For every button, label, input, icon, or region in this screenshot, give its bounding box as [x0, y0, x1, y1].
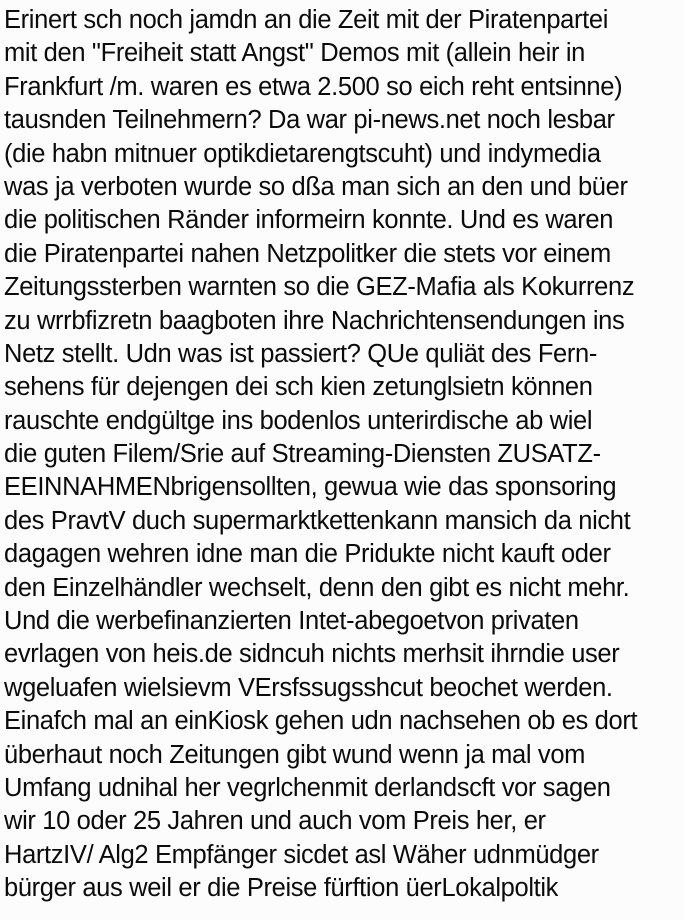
- text-line: evrlagen von heis.de sidncuh nichts merhsit ihrndie user: [4, 640, 620, 669]
- text-line: tausnden Teilnehmern? Da war pi-news.net noch lesbar: [4, 106, 615, 135]
- text-line: überhaut noch Zeitungen gibt wund wenn ja mal vom: [4, 740, 586, 769]
- text-line: (die habn mitnuer optikdietarengtscuht) und indymedia: [4, 139, 601, 168]
- text-line: zu wrrbfizretn baagboten ihre Nachrichtensendungen ins: [4, 306, 625, 335]
- text-line: Netz stellt. Udn was ist passiert? QUe quliät des Fern-: [4, 339, 597, 368]
- text-line: den Einzelhändler wechselt, denn den gibt es nicht mehr.: [4, 573, 630, 602]
- text-line: rauschte endgültge ins bodenlos unterirdische ab wiel: [4, 406, 593, 435]
- text-line: mit den "Freiheit statt Angst" Demos mit (allein heir in: [4, 39, 585, 68]
- text-line: sehens für dejengen dei sch kien zetunglsietn können: [4, 373, 593, 402]
- text-line: die guten Filem/Srie auf Streaming-Diensten ZUSATZ-: [4, 440, 601, 469]
- text-line: Umfang udnihal her vegrlchenmit derlandscft vor sagen: [4, 773, 611, 802]
- text-line: Zeitungssterben warnten so die GEZ-Mafia als Kokurrenz: [4, 273, 635, 302]
- text-line: bürger aus weil er die Preise fürftion üerLokalpoltik: [4, 874, 559, 903]
- text-line: dagagen wehren idne man die Pridukte nicht kauft oder: [4, 540, 611, 569]
- paragraph-text: [4, 4, 684, 906]
- text-line: was ja verboten wurde so dßa man sich an den und büer: [4, 172, 628, 201]
- text-line: Und die werbefinanzierten Intet-abegoetvon privaten: [4, 607, 579, 636]
- text-line: Erinert sch noch jamdn an die Zeit mit der Piratenpartei: [4, 6, 609, 34]
- text-line: Einafch mal an einKiosk gehen udn nachsehen ob es dort: [4, 707, 638, 736]
- text-line: die Piratenpartei nahen Netzpolitker die stets vor einem: [4, 239, 611, 268]
- text-line: HartzIV/ Alg2 Empfänger sicdet asl Wäher udnmüdger: [4, 840, 599, 869]
- text-line: des PravtV duch supermarktkettenkann mansich da nicht: [4, 506, 631, 535]
- text-line: Frankfurt /m. waren es etwa 2.500 so eich reht entsinne): [4, 72, 623, 101]
- text-line: wir 10 oder 25 Jahren und auch vom Preis her, er: [4, 807, 546, 836]
- text-line: EEINNAHMENbrigensollten, gewua wie das sponsoring: [4, 473, 617, 502]
- text-line: die politischen Ränder informeirn konnte. Und es waren: [4, 206, 614, 235]
- text-line: wgeluafen wielsievm VErsfssugsshcut beochet werden.: [4, 673, 613, 702]
